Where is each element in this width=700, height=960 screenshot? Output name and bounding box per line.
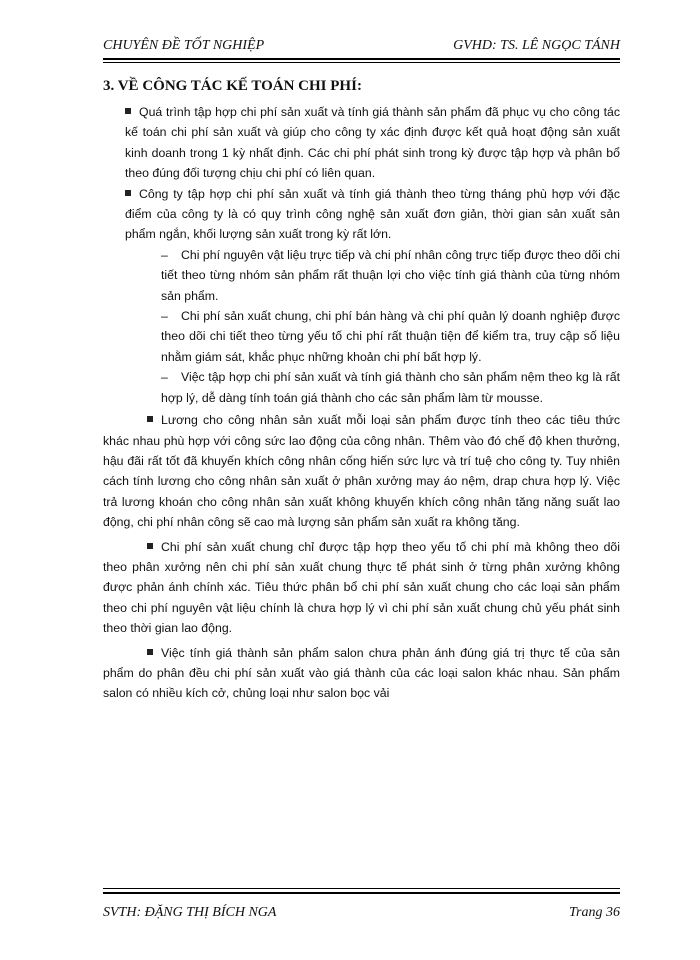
page-body bbox=[103, 74, 620, 704]
list-item: – Việc tập hợp chi phí sản xuất và tính giá thành cho sản phẩm nệm theo kg là rất hợp lý, dễ dàng tính toán giá thành cho các sản phẩm làm từ mousse. bbox=[161, 367, 620, 408]
dash-list bbox=[103, 245, 620, 408]
square-bullet-icon bbox=[147, 416, 153, 422]
paragraph-2: Công ty tập hợp chi phí sản xuất và tính giá thành theo từng tháng phù hợp với đặc điểm của công ty là có quy trình công nghệ sản xuất đơn giản, thời gian sản xuất sản phẩm ngắn, khối lượng sản xuất trong kỳ rất lớn. bbox=[125, 186, 620, 242]
paragraph-3: Lương cho công nhân sản xuất mỗi loại sản phẩm được tính theo các tiêu thức khác nhau phù hợp với công sức lao động của công nhân. Thêm vào đó chế độ khen thưởng, hậu đãi rất tốt đã khuyến khích công nhân cống hiến sức lực và trí tuệ cho công ty. Tuy nhiên cách tính lương cho công nhân sản xuất ở phân xưởng may áo nệm, drap chưa hợp lý. Việc trả lương khoán cho công nhân sản xuất không khuyến khích công nhân tăng năng suất lao động, chi phí nhân công sẽ cao mà lượng sản phẩm sản xuất ra không tăng. bbox=[103, 413, 620, 530]
footer-rule-thick bbox=[103, 892, 620, 894]
dash-icon: – bbox=[161, 370, 168, 385]
section-title: 3. VỀ CÔNG TÁC KẾ TOÁN CHI PHÍ: bbox=[103, 78, 362, 94]
header-rule-thin bbox=[103, 62, 620, 63]
square-bullet-icon bbox=[125, 108, 131, 114]
paragraph-4: Chi phí sản xuất chung chỉ được tập hợp theo yếu tố chi phí mà không theo dõi theo phân xưởng nên chi phí sản xuất chung thực tế phát sinh ở từng phân xưởng không được phản ánh chính xác. Tiêu thức phân bổ chi phí sản xuất chung cho các loại sản phẩm theo chi phí nguyên vật liệu chính là chưa hợp lý vì chi phí sản xuất chung chủ yếu phát sinh theo thời gian lao động. bbox=[103, 539, 620, 636]
header-advisor: GVHD: TS. LÊ NGỌC TÁNH bbox=[453, 38, 620, 53]
footer-rule-thin bbox=[103, 888, 620, 889]
dash-icon: – bbox=[161, 247, 168, 262]
dash-icon: – bbox=[161, 309, 168, 324]
page-footer bbox=[103, 888, 620, 918]
page-header bbox=[103, 38, 620, 64]
footer-student: SVTH: ĐẶNG THỊ BÍCH NGA bbox=[103, 905, 277, 920]
paragraph-1: Quá trình tập hợp chi phí sản xuất và tính giá thành sản phẩm đã phục vụ cho công tác kế toán chi phí sản xuất và giúp cho công ty xác định được kết quả hoạt động sản xuất kinh doanh trong 1 kỳ nhất định. Các chi phí phát sinh trong kỳ được tập hợp và phân bổ theo đúng đối tượng chịu chi phí có liên quan. bbox=[125, 105, 620, 181]
page-number: Trang 36 bbox=[569, 905, 620, 920]
header-title: CHUYÊN ĐỀ TỐT NGHIỆP bbox=[103, 38, 265, 53]
square-bullet-icon bbox=[147, 649, 153, 655]
list-item: – Chi phí sản xuất chung, chi phí bán hàng và chi phí quản lý doanh nghiệp được theo dõi chi tiết theo từng yếu tố chi phí rất thuận tiện để kiểm tra, truy cập số liệu nhằm giám sát, khắc phục những khoản chi phí bất hợp lý. bbox=[161, 306, 620, 367]
square-bullet-icon bbox=[125, 190, 131, 196]
list-item: – Chi phí nguyên vật liệu trực tiếp và chi phí nhân công trực tiếp được theo dõi chi tiết theo từng nhóm sản phẩm rất thuận lợi cho việc tính giá thành của từng nhóm sản phẩm. bbox=[161, 245, 620, 306]
paragraph-5: Việc tính giá thành sản phẩm salon chưa phản ánh đúng giá trị thực tế của sản phẩm do phân đều chi phí sản xuất vào giá thành của các loại salon khác nhau. Sản phẩm salon có nhiều kích cở, chủng loại như salon bọc vải bbox=[103, 645, 620, 701]
square-bullet-icon bbox=[147, 543, 153, 549]
header-rule-thick bbox=[103, 58, 620, 60]
